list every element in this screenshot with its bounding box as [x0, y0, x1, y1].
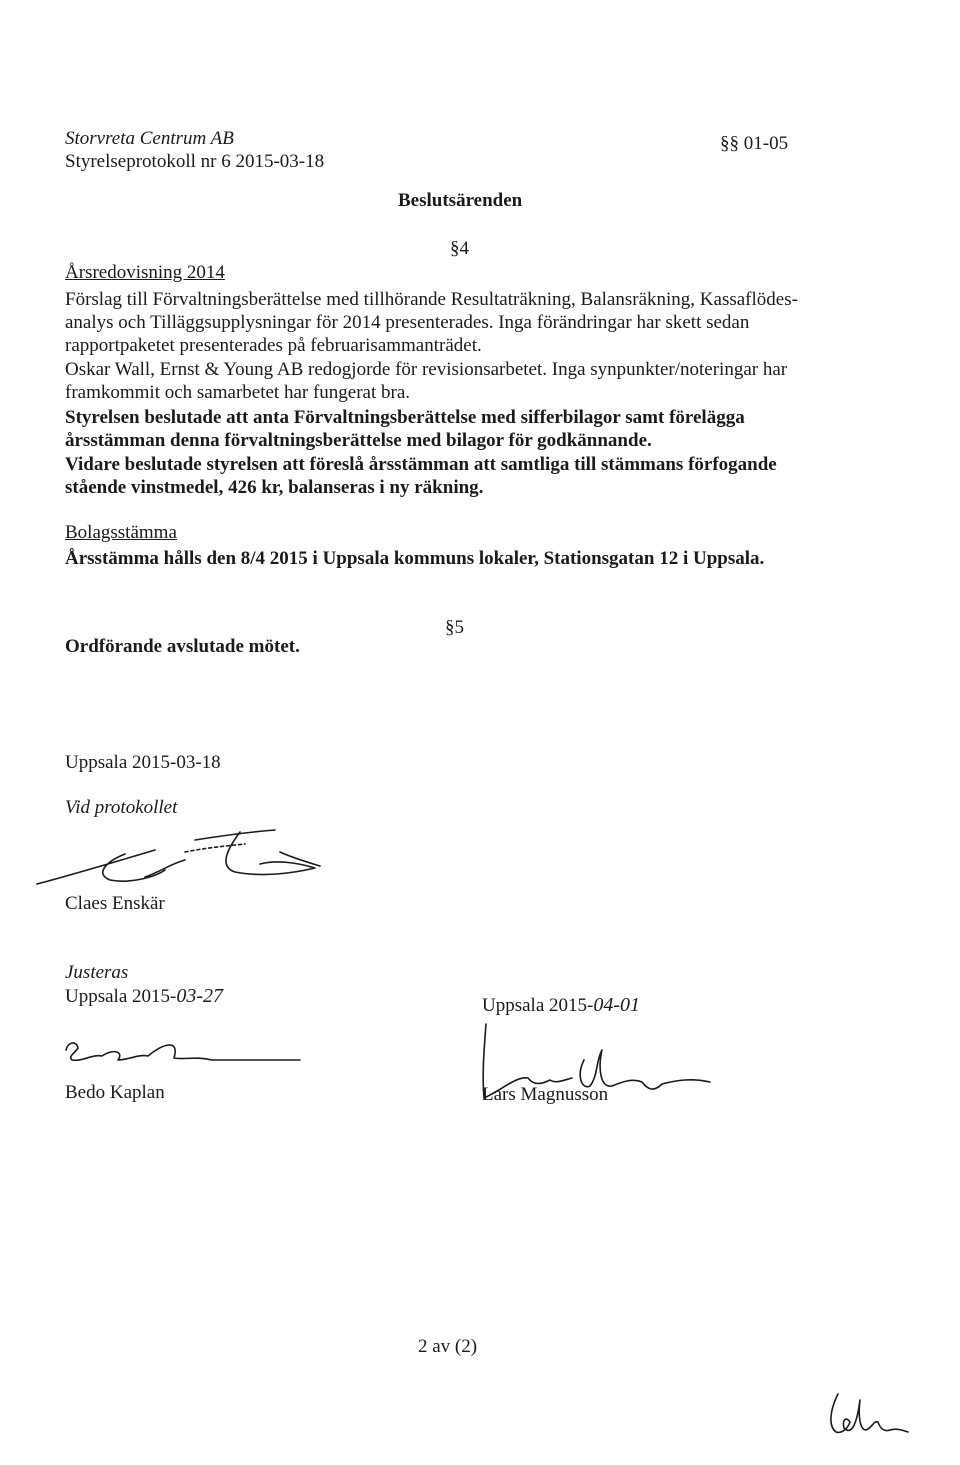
decision-line: Styrelsen beslutade att anta Förvaltningsberättelse med sifferbilagor samt förelägga	[65, 407, 745, 428]
adjuster-2-date	[482, 994, 640, 1017]
paragraph-line: Oskar Wall, Ernst & Young AB redogjorde för revisionsarbetet. Inga synpunkter/noteringar har	[65, 359, 788, 380]
page-title: Beslutsärenden	[398, 190, 523, 211]
adjuster-2-name: Lars Magnusson	[482, 1084, 609, 1105]
initials-signature	[820, 1390, 910, 1440]
paragraph-line: analys och Tilläggsupplysningar för 2014 presenterades. Inga förändringar har skett sedan	[65, 312, 750, 333]
place-date: Uppsala 2015-03-18	[65, 752, 221, 773]
paragraph-line: rapportpaketet presenterades på februarisammanträdet.	[65, 335, 482, 356]
company-name: Storvreta Centrum AB	[65, 128, 234, 149]
agm-heading: Bolagsstämma	[65, 522, 177, 543]
agm-text: Årsstämma hålls den 8/4 2015 i Uppsala kommuns lokaler, Stationsgatan 12 i Uppsala.	[65, 548, 765, 569]
adjuster-1-date-prefix: Uppsala 2015-	[65, 986, 177, 1007]
section-range: §§ 01-05	[720, 133, 789, 154]
decision-line: Vidare beslutade styrelsen att föreslå årsstämman att samtliga till stämmans förfogande	[65, 454, 777, 475]
protocol-number: Styrelseprotokoll nr 6 2015-03-18	[65, 151, 325, 172]
section-4-mark: §4	[450, 238, 469, 259]
section-5-mark: §5	[445, 617, 464, 638]
adjuster-2-date-handwritten: 04-01	[593, 994, 641, 1016]
adjuster-1-signature	[62, 1030, 302, 1070]
decision-line: årsstämman denna förvaltningsberättelse med bilagor för godkännande.	[65, 430, 652, 451]
recorder-name: Claes Enskär	[65, 893, 165, 914]
paragraph-line: Förslag till Förvaltningsberättelse med tillhörande Resultaträkning, Balansräkning, Kassaflödes-	[65, 289, 798, 310]
adjuster-1-date	[65, 985, 223, 1008]
meeting-closed-text: Ordförande avslutade mötet.	[65, 636, 300, 657]
recorder-label: Vid protokollet	[65, 797, 178, 818]
adjuster-1-name: Bedo Kaplan	[65, 1082, 165, 1103]
paragraph-line: framkommit och samarbetet har fungerat bra.	[65, 382, 411, 403]
annual-report-heading: Årsredovisning 2014	[65, 262, 225, 283]
adjuster-1-date-handwritten: 03-27	[176, 985, 224, 1007]
page-number: 2 av (2)	[418, 1336, 478, 1357]
adjuster-2-date-prefix: Uppsala 2015-	[482, 995, 594, 1016]
adjust-label: Justeras	[65, 962, 129, 983]
recorder-signature	[35, 822, 335, 902]
decision-line: stående vinstmedel, 426 kr, balanseras i ny räkning.	[65, 477, 484, 498]
